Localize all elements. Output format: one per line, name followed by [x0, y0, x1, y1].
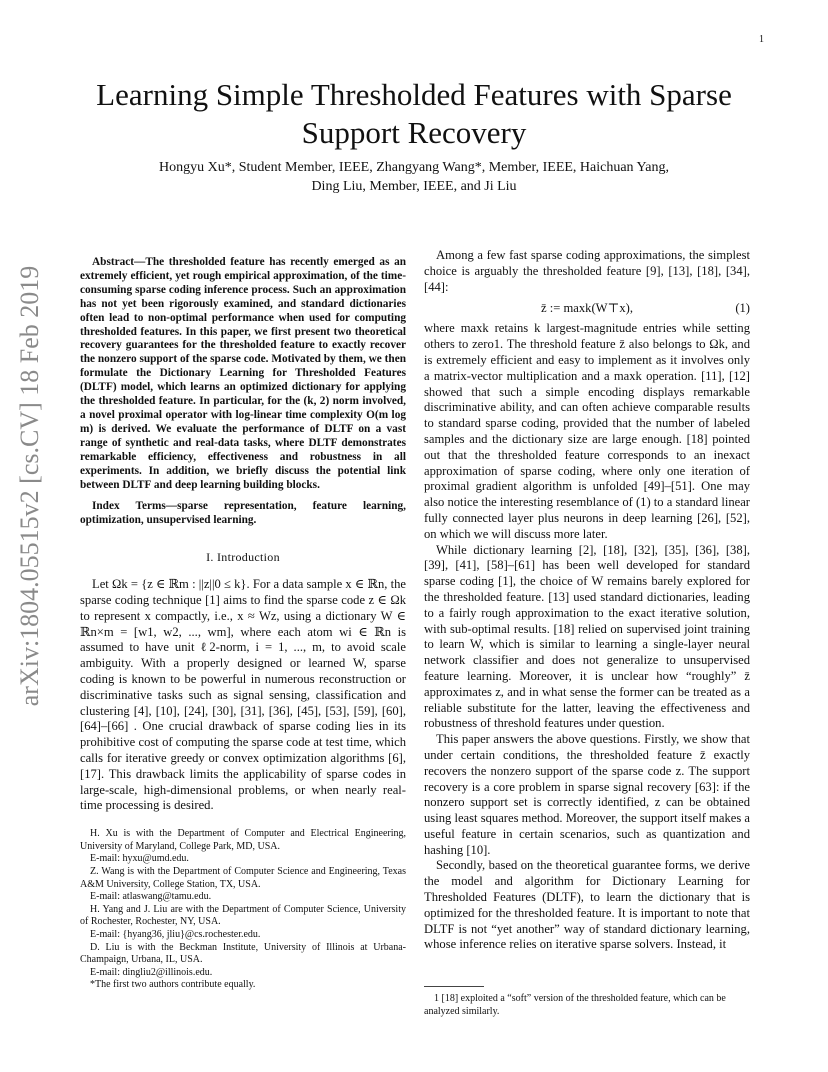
footnote-line: H. Yang and J. Liu are with the Department of Computer Science, University of Rochester, Rochester, NY, USA. — [80, 903, 406, 928]
section-heading: I. Introduction — [206, 550, 280, 565]
right-paragraph-4: This paper answers the above questions. Firstly, we show that under certain conditions, the thresholded feature z̄ exactly recovers the nonzero support of the sparse code z. The support recovery is a core problem in sparse signal recovery [63]: if the nonzero support set is correctly identified, z can be obtained using least squares method. Moreover, the support itself makes a useful feature in certain scenarios, such as quantization and hashing [10]. — [424, 732, 750, 857]
equation-number: (1) — [735, 301, 750, 316]
index-terms: Index Terms—sparse representation, feature learning, optimization, unsupervised learning. — [80, 500, 406, 527]
left-column — [80, 256, 406, 992]
right-paragraph-5: Secondly, based on the theoretical guarantee forms, we derive the model and algorithm for Dictionary Learning for Thresholded Features (DLTF), to learn the dictionary that is optimized for the thresholded feature. It is important to note that DLTF is not “yet another” way of standard dictionary learning, whose inference relies on iterative sparse solvers. Instead, it — [424, 858, 750, 952]
authors-line-2: Ding Liu, Member, IEEE, and Ji Liu — [311, 179, 517, 194]
equation-1 — [424, 299, 750, 317]
footnote-line: E-mail: dingliu2@illinois.edu. — [90, 966, 213, 978]
footnote-line: Z. Wang is with the Department of Computer Science and Engineering, Texas A&M University, College Station, TX, USA. — [80, 865, 406, 890]
right-paragraph-1: Among a few fast sparse coding approximations, the simplest choice is arguably the thresholded feature [9], [13], [18], [34], [44]: — [424, 248, 750, 294]
equation-body: z̄ := maxk(W⊤x), — [540, 301, 634, 316]
footnote-1: 1 [18] exploited a “soft” version of the thresholded feature, which can be analyzed similarly. — [424, 993, 726, 1017]
footnote-line: E-mail: {hyang36, jliu}@cs.rochester.edu. — [90, 928, 261, 940]
footnote-rule — [424, 986, 484, 987]
abstract: Abstract—The thresholded feature has recently emerged as an extremely efficient, yet rough empirical approximation, of the time-consuming sparse coding inference process. Such an approximation has not yet been rigorously examined, and standard dictionaries often lead to non-optimal performance when used for computing thresholded features. In this paper, we first present two theoretical recovery guarantees for the thresholded feature to exactly recover the nonzero support of the sparse code. Motivated by them, we then formulate the Dictionary Learning for Thresholded Features (DLTF) model, which learns an optimized dictionary for applying the thresholded feature. In particular, for the (k, 2) norm involved, a novel proximal operator with log-linear time complexity O(m log m) is derived. We evaluate the performance of DLTF on a vast range of synthetic and real-data tasks, where DLTF demonstrates remarkable efficiency, effectiveness and robustness in all experiments. In addition, we briefly discuss the potential link between DLTF and deep learning building blocks. — [80, 256, 406, 491]
footnote-line: D. Liu is with the Beckman Institute, University of Illinois at Urbana-Champaign, Urbana, IL, USA. — [80, 941, 406, 966]
right-footnote — [424, 986, 750, 1018]
authors-line-1: Hongyu Xu*, Student Member, IEEE, Zhangyang Wang*, Member, IEEE, Haichuan Yang, — [159, 160, 669, 175]
page-number: 1 — [759, 34, 764, 45]
right-paragraph-2: where maxk retains k largest-magnitude entries while setting others to zero1. The threshold feature z̄ also belongs to Ωk, and is extremely efficient and easy to implement as it involves only a matrix-vector multiplication and a maxk operation. [11], [12] showed that such a simple encoding displays remarkable discriminative ability, and can often achieve comparable results to standard sparse coding, provided that the number of labeled samples and the dictionary size are large enough. [18] pointed out that the thresholded feature corresponds to an inexact approximation of sparse coding, where only one iteration of proximal gradient algorithm is unfolded [49]–[51]. One may also notice the interesting resemblance of (1) to a standard linear fully connected layer plus neurons in deep learning [26], [52], on which we will discuss more later. — [424, 321, 750, 541]
footnote-line: E-mail: atlaswang@tamu.edu. — [90, 891, 212, 903]
intro-paragraph-1: Let Ωk = {z ∈ ℝm : ||z||0 ≤ k}. For a data sample x ∈ ℝn, the sparse coding technique [1] aims to find the sparse code z ∈ Ωk to represent x compactly, i.e., x ≈ Wz, using a dictionary W ∈ ℝn×m = [w1, w2, ..., wm], where each atom wi ∈ ℝn is assumed to have unit ℓ2-norm, i = 1, ..., m, to avoid scale ambiguity. With a properly designed or learned W, sparse coding is known to be powerful in numerous reconstruction or discriminative tasks such as signal sensing, classification and clustering [4], [10], [24], [30], [31], [36], [45], [53], [59], [60], [64]–[66] . One crucial drawback of sparse coding lies in its prohibitive cost of computing the sparse code at test time, which calls for iterative greedy or convex optimization algorithms [6], [17]. This drawback limits the applicability of sparse codes in large-scale, high-dimensional problems, or when nearly real-time processing is desired. — [80, 577, 406, 813]
affiliation-footnotes — [80, 828, 406, 992]
footnote-line: E-mail: hyxu@umd.edu. — [90, 853, 189, 865]
author-list — [100, 158, 728, 196]
footnote-line: *The first two authors contribute equally. — [90, 979, 256, 991]
arxiv-sidebar — [10, 265, 50, 707]
arxiv-identifier: arXiv:1804.05515v2 [cs.CV] 18 Feb 2019 — [15, 265, 44, 707]
right-paragraph-3: While dictionary learning [2], [18], [32], [35], [36], [38], [39], [41], [58]–[61] has been well developed for standard sparse coding [1], the choice of W remains barely explored for the thresholded feature. [13] used standard dictionaries, leading to a fairly rough approximation to the exact iterative solution, with sub-optimal results. [18] relied on supervised joint training to learn W, which is similar to learning a single-layer neural network classifier and does not generalize to unsupervised feature learning. Moreover, it is unclear how “roughly” z̄ approximates z, and in what sense the former can be treated as a reliable substitute for the latter, leaving the effectiveness and robustness of threshold features under question. — [424, 542, 750, 731]
right-column — [424, 248, 750, 953]
footnote-line: H. Xu is with the Department of Computer and Electrical Engineering, University of Maryland, College Park, MD, USA. — [80, 828, 406, 852]
paper-title: Learning Simple Thresholded Features with Sparse Support Recovery — [96, 77, 732, 150]
